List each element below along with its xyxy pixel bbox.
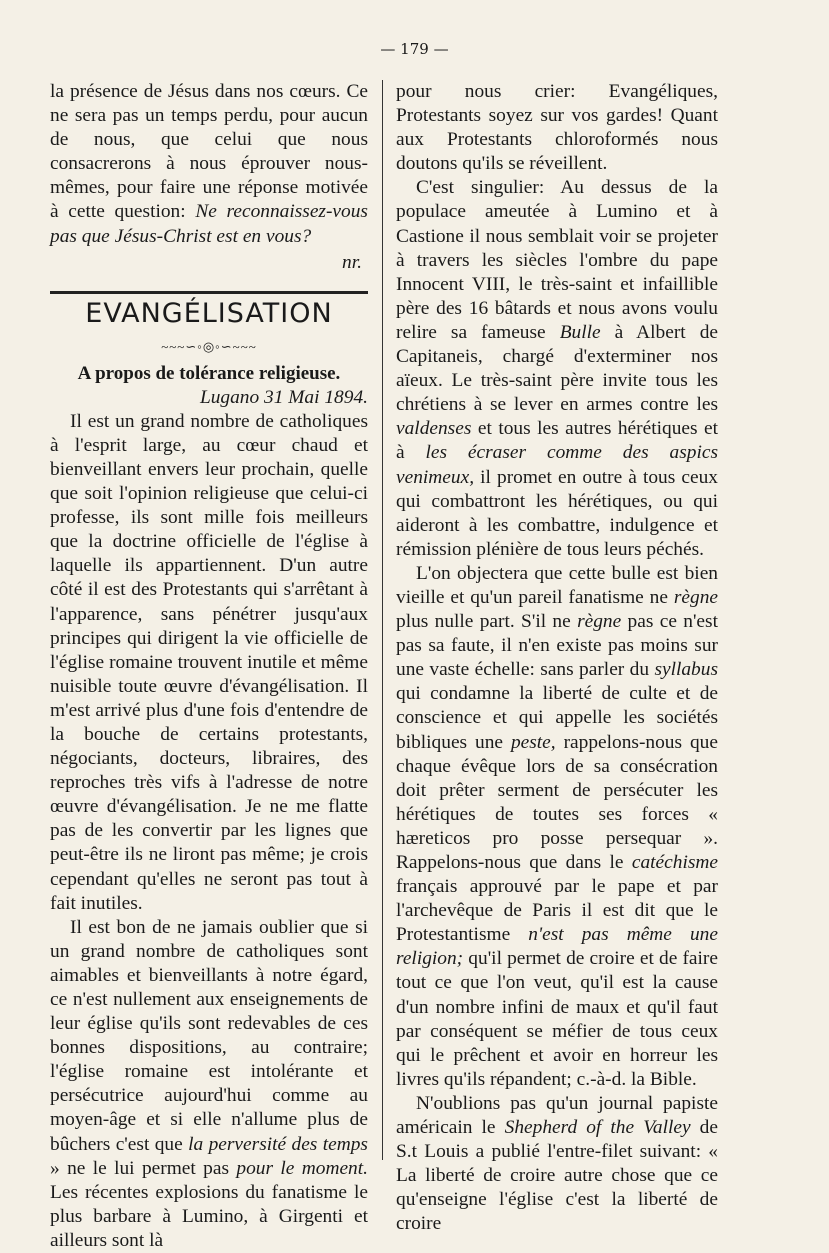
emphasis: pour le moment. bbox=[236, 1157, 368, 1179]
text-run: Les récentes explosions du fanatisme le plus barbare à Lumino, à Girgenti et ailleurs sont là bbox=[50, 1181, 368, 1251]
left-column bbox=[50, 80, 368, 1253]
emphasis: syllabus bbox=[654, 659, 718, 681]
text-run: français approuvé par le pape et par l'archevêque de Paris il est dit que le Protestantisme bbox=[396, 876, 718, 946]
text-run: et tous les autres hérétiques et à bbox=[396, 418, 718, 464]
emphasis: les écraser comme des aspics venimeux, bbox=[396, 442, 718, 488]
text-run: pas ce n'est pas sa faute, il n'en existe pas moins sur une vaste échelle: sans parler du bbox=[396, 611, 718, 681]
emphasis: valdenses bbox=[396, 418, 472, 440]
text-run: Il est bon de ne jamais oublier que si un grand nombre de catholiques sont aimables et bienveillants à notre égard, ce n'est nullement aux enseignements de leur église qu'ils sont redevables de ces bonnes dispositions, au contraire; l'église romaine est intolérante et persécutrice aujourd'hui comme au moyen-âge et si elle n'allume plus de bûchers c'est que bbox=[50, 916, 368, 1155]
paragraph: Il est un grand nombre de catholiques à l'esprit large, au cœur chaud et bienveillant envers leur prochain, quelle que soit l'opinion religieuse que celui-ci professe, ils sont mille fois meilleurs que la doctrine officielle de l'église à laquelle ils appartiennent. D'un autre côté il est des Protestants qui s'arrêtant à l'apparence, sans pénétrer jusqu'aux principes qui dirigent la vie officielle de l'église romaine trouvent inutile et même nuisible toute œuvre d'évangélisation. Il m'est arrivé plus d'une fois d'entendre de la bouche de certains protestants, négociants, docteurs, libraires, des reproches très vifs à l'adresse de notre œuvre d'évangélisation. Je ne me flatte pas de les convertir par les lignes que peut-être ils ne liront pas même; je crois cependant qu'elles ne seront pas tout à fait inutiles. bbox=[50, 410, 368, 914]
emphasis: n'est pas même une religion; bbox=[396, 924, 718, 970]
text-run: qui condamne la liberté de culte et de conscience et qui appelle les sociétés bibliques une bbox=[396, 683, 718, 753]
text-run: qu'il permet de croire et de faire tout ce que l'on veut, qu'il est la cause d'un nombre infini de maux et qu'il faut par conséquent se méfier de tous ceux qui le prêchent et avoir en horreur les livres qu'ils répandent; c.-à-d. la Bible. bbox=[396, 948, 718, 1090]
emphasis: catéchisme bbox=[631, 852, 718, 873]
emphasis: règne bbox=[673, 586, 718, 608]
text-run: C'est singulier: Au dessus de la populace ameutée à Lumino et à Castione il nous semblait voir se projeter à travers les siècles l'ombre du pape Innocent VIII, le très-saint et infaillible père des 16 bâtards et nous avons voulu relire sa fameuse bbox=[396, 177, 718, 343]
emphasis: peste, bbox=[510, 731, 556, 753]
emphasis: Bulle bbox=[559, 321, 601, 343]
text-run: plus nulle part. S'il ne bbox=[396, 611, 571, 633]
emphasis: la perversité des temps bbox=[188, 1133, 368, 1155]
article-title: A propos de tolérance religieuse. bbox=[77, 362, 341, 384]
text-run: L'on objectera que cette bulle est bien vieille et qu'un pareil fanatisme ne bbox=[396, 562, 718, 608]
intro-paragraph bbox=[50, 80, 368, 249]
text-run: de S.t Louis a publié l'entre-filet suivant: « La liberté de croire autre chose que ce qu'enseigne l'église c'est la liberté de croire bbox=[396, 1117, 718, 1235]
text-run: N'oublions pas qu'un journal papiste américain le bbox=[396, 1092, 718, 1139]
section-rule bbox=[50, 291, 368, 294]
page-number: — 179 — bbox=[380, 40, 449, 58]
paragraph bbox=[50, 916, 368, 1253]
emphasis: règne bbox=[577, 611, 622, 633]
signature: nr. bbox=[342, 251, 362, 273]
emphasis: Shepherd of the Valley bbox=[504, 1117, 691, 1139]
paragraph bbox=[396, 1092, 718, 1237]
paragraph bbox=[396, 562, 718, 1092]
right-column bbox=[396, 80, 718, 1237]
section-title: EVANGÉLISATION bbox=[85, 297, 333, 329]
intro-question: Ne reconnaissez-vous pas que Jésus-Christ est en vous? bbox=[50, 201, 368, 247]
ornament-divider: ~~~∽◦◎◦∽~~~ bbox=[161, 338, 257, 354]
dateline: Lugano 31 Mai 1894. bbox=[199, 386, 368, 408]
text-run: il promet en outre à tous ceux qui combattront les hérétiques, ou qui aideront à les combattre, indulgence et rémission plénière de tous leurs péchés. bbox=[396, 466, 718, 560]
text-run: » ne le lui permet pas bbox=[50, 1157, 229, 1179]
intro-text: la présence de Jésus dans nos cœurs. Ce ne sera pas un temps perdu, pour aucun de nous, que celui que nous consacrerons à nous éprouver nous-mêmes, pour faire une réponse motivée à cette question: bbox=[50, 81, 368, 223]
column-divider bbox=[382, 80, 383, 1160]
text-run: rappelons-nous que chaque évêque lors de sa consécration doit prêter serment de persécuter les hérétiques de toutes ses forces « hæreticos pro posse persequar ». Rappelons-nous que dans le bbox=[396, 731, 718, 873]
text-run: à Albert de Capitaneis, chargé d'exterminer nos aïeux. Le très-saint père invite tous les chrétiens à se lever en armes contre les bbox=[396, 321, 719, 416]
paragraph: pour nous crier: Evangéliques, Protestants soyez sur vos gardes! Quant aux Protestants chloroformés nous doutons qu'ils se réveillent. bbox=[396, 81, 718, 175]
paragraph bbox=[396, 176, 718, 562]
